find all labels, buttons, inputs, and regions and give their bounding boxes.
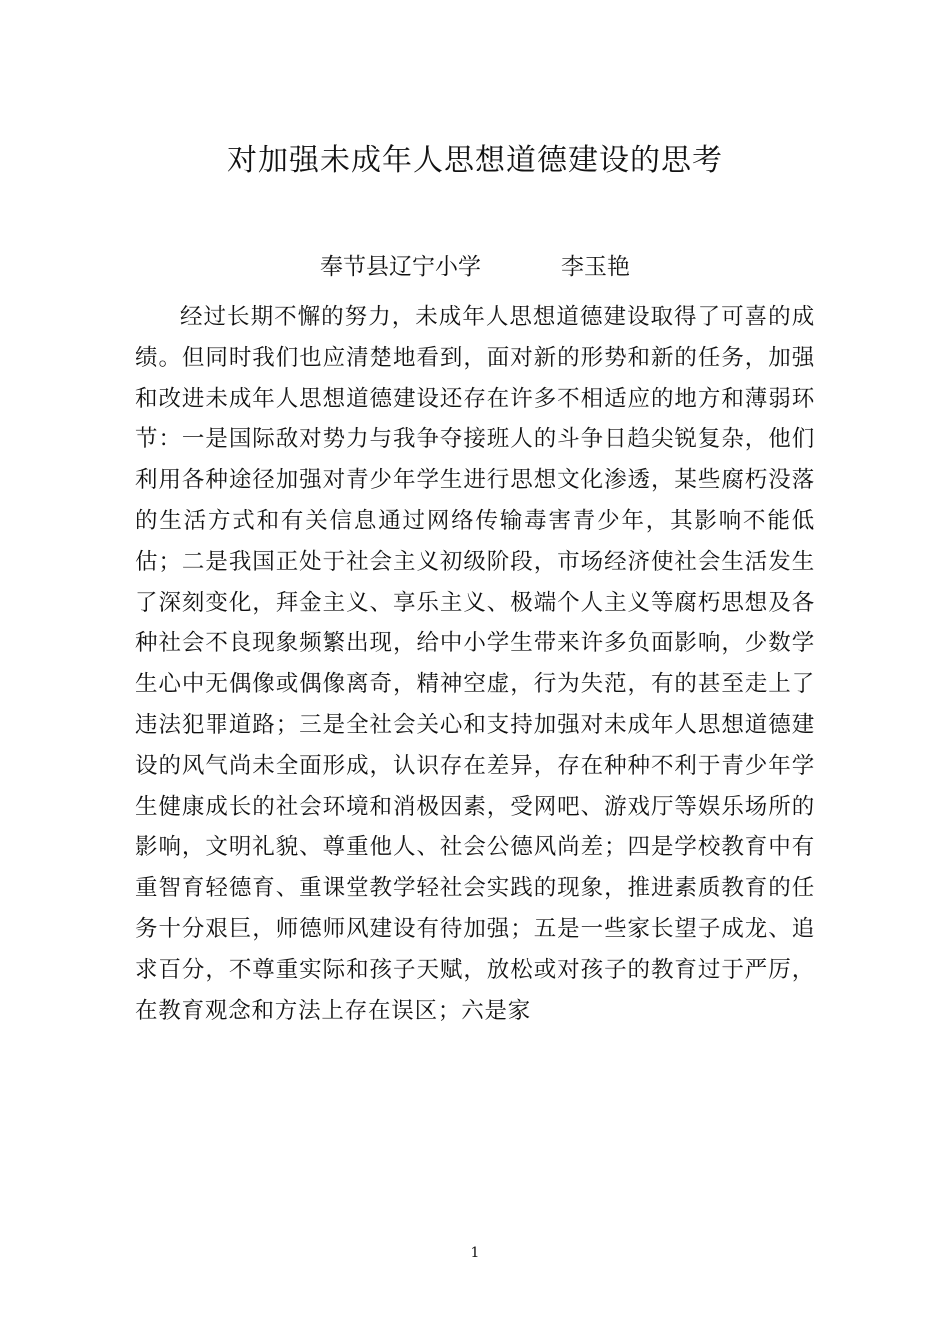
page-number: 1 xyxy=(470,1245,480,1261)
byline xyxy=(0,247,950,287)
byline-school: 奉节县辽宁小学 xyxy=(320,254,481,280)
document-title: 对加强未成年人思想道德建设的思考 xyxy=(227,143,723,178)
byline-author: 李玉艳 xyxy=(561,254,630,280)
body-paragraph: 经过长期不懈的努力，未成年人思想道德建设取得了可喜的成绩。但同时我们也应清楚地看到，面对新的形势和新的任务，加强和改进未成年人思想道德建设还存在许多不相适应的地方和薄弱环节：一是国际敌对势力与我争夺接班人的斗争日趋尖锐复杂，他们利用各种途径加强对青少年学生进行思想文化渗透，某些腐朽没落的生活方式和有关信息通过网络传输毒害青少年，其影响不能低估；二是我国正处于社会主义初级阶段，市场经济使社会生活发生了深刻变化，拜金主义、享乐主义、极端个人主义等腐朽思想及各种社会不良现象频繁出现，给中小学生带来许多负面影响，少数学生心中无偶像或偶像离奇，精神空虚，行为失范，有的甚至走上了违法犯罪道路；三是全社会关心和支持加强对未成年人思想道德建设的风气尚未全面形成，认识存在差异，存在种种不利于青少年学生健康成长的社会环境和消极因素，受网吧、游戏厅等娱乐场所的影响，文明礼貌、尊重他人、社会公德风尚差；四是学校教育中有重智育轻德育、重课堂教学轻社会实践的现象，推进素质教育的任务十分艰巨，师德师风建设有待加强；五是一些家长望子成龙、追求百分，不尊重实际和孩子天赋，放松或对孩子的教育过于严厉，在教育观念和方法上存在误区；六是家 xyxy=(135,304,815,1024)
